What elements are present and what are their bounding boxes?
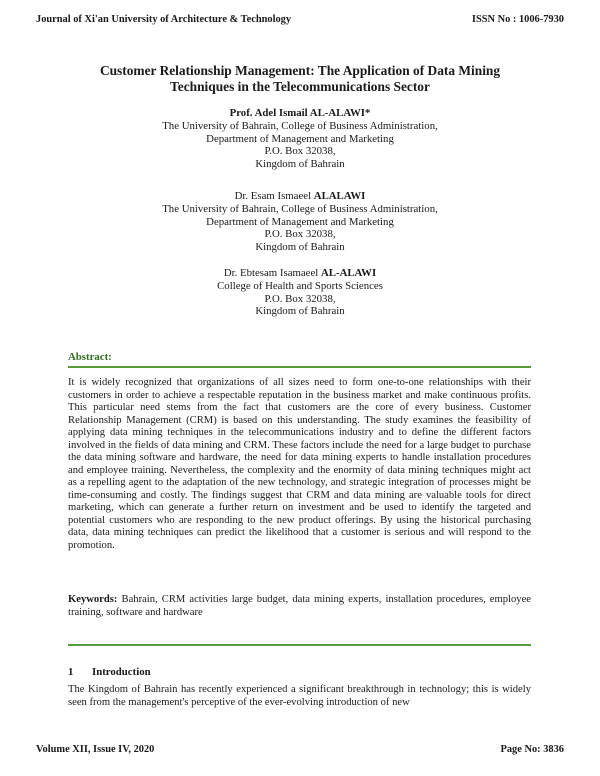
section-title: Introduction — [92, 666, 151, 678]
author-2-name-prefix: Dr. Esam Ismaeel — [234, 190, 314, 202]
abstract-top-rule — [68, 366, 531, 368]
abstract-bottom-rule — [68, 644, 531, 646]
page-number: Page No: 3836 — [500, 744, 564, 755]
abstract-body: It is widely recognized that organizations of all sizes need to form one-to-one relationships with their customers in order to achieve a respectable reputation in the business market and make continuous profits. This particular need stems from the fact that customers are the core of every business. Customer Relationship Management (CRM) is based on this understanding. The study examines the feasibility of applying data mining techniques in the telecommunications industry and to define the different factors involved in the fields of data mining and CRM. These factors include the need for a large budget to purchase the data mining software and hardware, the need for data mining experts to handle installation procedures and employee training. Nevertheless, the complexity and the enormity of data mining techniques might act as a repelling agent to the adaptation of the new technology, and strategic integration of processes might be time-consuming and costly. The findings suggest that CRM and data mining are valuable tools for direct marketing, which can generate a further return on investment and be used to identify the targeted and potential customers who are responding to the new product offerings. By using the historical purchasing data, data mining techniques can predict the likelihood that a customer is serious and will respond to the promotion. — [68, 377, 531, 551]
journal-name: Journal of Xi'an University of Architecture & Technology — [36, 14, 292, 25]
keywords-paragraph — [68, 594, 531, 619]
author-3-name — [60, 267, 540, 280]
author-2-surname: ALALAWI — [313, 190, 366, 202]
author-2-department: Department of Management and Marketing — [206, 215, 394, 228]
issn-number: ISSN No : 1006-7930 — [471, 14, 564, 25]
title-line-1: Customer Relationship Management: The Application of Data Mining — [99, 63, 501, 78]
author-1-country: Kingdom of Bahrain — [255, 158, 345, 171]
abstract-heading: Abstract: — [68, 351, 112, 363]
author-1 — [60, 107, 540, 171]
author-3-surname: AL-ALAWI — [320, 267, 377, 279]
author-2-affiliation: The University of Bahrain, College of Business Administration, — [162, 202, 438, 215]
author-3-affiliation: College of Health and Sports Sciences — [217, 279, 383, 292]
title-line-2: Techniques in the Telecommunications Sector — [170, 79, 430, 94]
author-2-country: Kingdom of Bahrain — [255, 241, 345, 254]
author-2 — [60, 190, 540, 254]
author-3 — [60, 267, 540, 318]
author-1-affiliation: The University of Bahrain, College of Business Administration, — [162, 119, 438, 132]
author-3-name-prefix: Dr. Ebtesam Isamaeel — [223, 267, 321, 279]
paper-title — [60, 63, 540, 95]
author-1-box: P.O. Box 32038, — [264, 145, 336, 158]
keywords-label: Keywords: — [68, 594, 118, 605]
page-footer — [36, 744, 564, 758]
keywords-text: Bahrain, CRM activities large budget, data mining experts, installation procedures, employee training, software and hardware — [68, 594, 531, 618]
author-3-box: P.O. Box 32038, — [264, 292, 336, 305]
author-3-country: Kingdom of Bahrain — [255, 305, 345, 318]
author-1-department: Department of Management and Marketing — [206, 132, 394, 145]
section-heading — [68, 666, 151, 678]
author-2-name — [60, 190, 540, 203]
page-header — [36, 14, 564, 28]
author-1-name: Prof. Adel Ismail AL-ALAWI* — [229, 107, 371, 119]
section-number: 1 — [68, 666, 74, 678]
author-2-box: P.O. Box 32038, — [264, 228, 336, 241]
volume-issue: Volume XII, Issue IV, 2020 — [36, 744, 155, 755]
introduction-body: The Kingdom of Bahrain has recently experienced a significant breakthrough in technology; this is widely seen from the management's perceptive of the ever-evolving introduction of new — [68, 684, 531, 708]
